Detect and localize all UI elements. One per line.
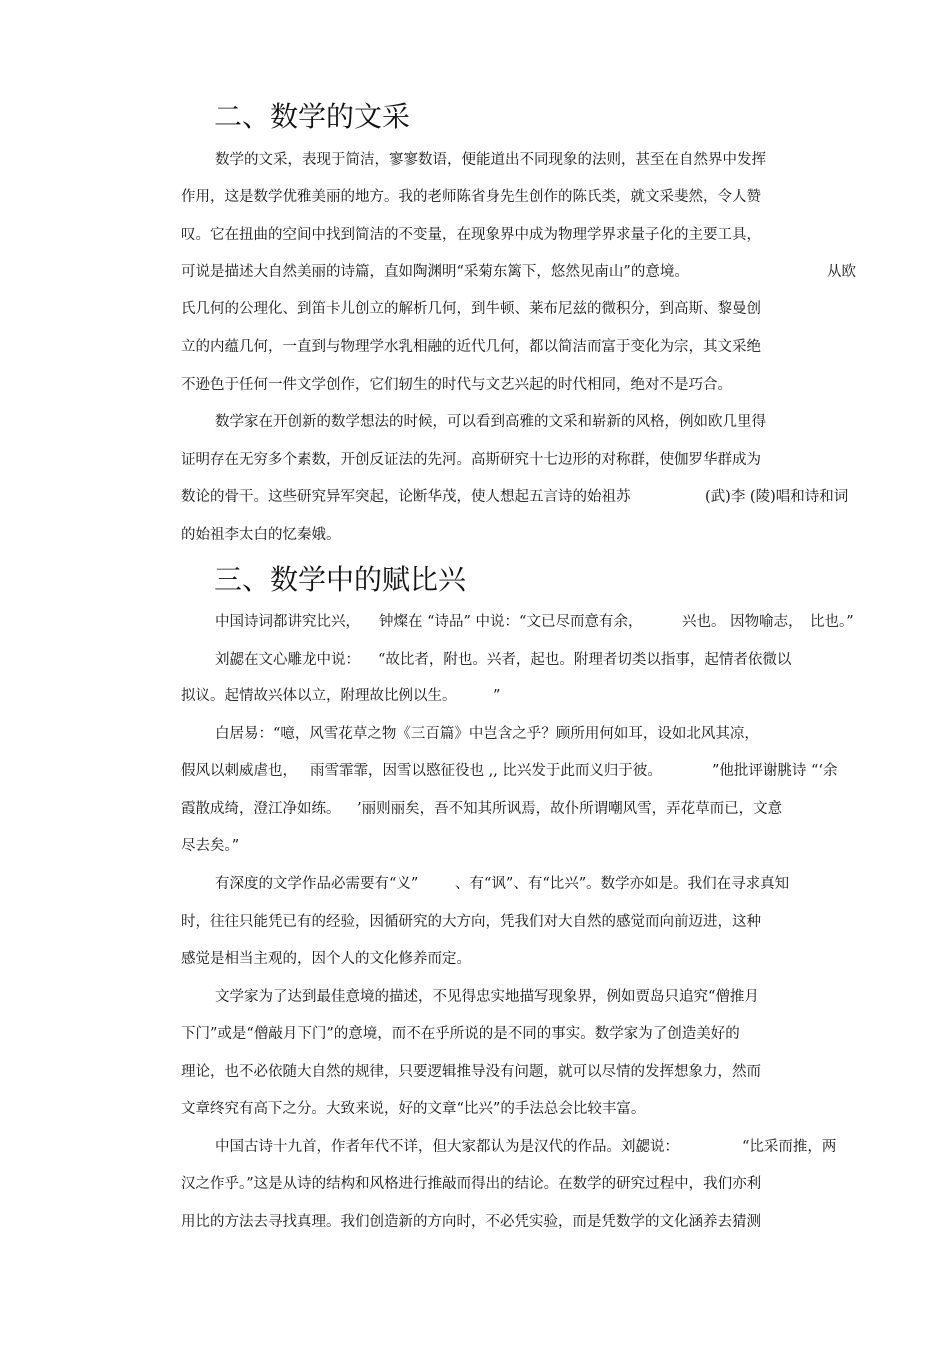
paragraph-line: 立的内蕴几何，一直到与物理学水乳相融的近代几何，都以简洁而富于变化为宗，其文采绝: [181, 339, 761, 355]
paragraph-line: 中国古诗十九首，作者年代不详，但大家都认为是汉代的作品。刘勰说：: [215, 1139, 679, 1155]
paragraph-line: 可说是描述大自然美丽的诗篇，直如陶渊明“采菊东篱下，悠然见南山”的意境。: [181, 264, 689, 280]
paragraph-line: 中国诗词都讲究比兴，: [215, 614, 360, 630]
paragraph-line: 比也。”: [810, 614, 854, 630]
paragraph-line: 有深度的文学作品必需要有“义”: [215, 876, 419, 892]
paragraph-line: 文章终究有高下之分。大致来说，好的文章“比兴”的手法总会比较丰富。: [181, 1101, 646, 1117]
paragraph-line: 兴也。 因物喻志，: [682, 614, 803, 630]
paragraph-line: 汉之作乎。”这是从诗的结构和风格进行推敲而得出的结论。在数学的研究过程中，我们亦利: [181, 1176, 762, 1192]
paragraph-line: 时，往往只能凭已有的经验，因循研究的大方向，凭我们对大自然的感觉而向前迈进，这种: [181, 914, 761, 930]
paragraph-line: ’丽则丽矣，吾不知其所讽焉，故仆所谓嘲风雪，弄花草而已，文意: [357, 801, 783, 817]
paragraph-line: 刘勰在文心雕龙中说：: [215, 652, 360, 668]
section-heading-2: 二、数学的文采: [214, 100, 411, 133]
paragraph-line: 霞散成绮，澄江净如练。: [181, 801, 341, 817]
paragraph-line: 不逊色于任何一件文学创作，它们轫生的时代与文艺兴起的时代相同，绝对不是巧合。: [181, 377, 732, 393]
paragraph-line: 尽去矣。”: [181, 838, 240, 854]
paragraph-line: “故比者，附也。兴者，起也。附理者切类以指事，起情者依微以: [378, 652, 792, 668]
section-heading-3: 三、数学中的赋比兴: [214, 563, 467, 596]
paragraph-line: 数论的骨干。这些研究异军突起，论断华茂，使人想起五言诗的始祖苏: [181, 489, 631, 505]
paragraph-line: 钟燦在 “诗品” 中说：“文已尽而意有余，: [379, 614, 643, 630]
paragraph-line: 感觉是相当主观的，因个人的文化修养而定。: [181, 951, 471, 967]
paragraph-line: “比采而推，两: [742, 1139, 837, 1155]
paragraph-line: 下门”或是“僧敲月下门”的意境，而不在乎所说的是不同的事实。数学家为了创造美好的: [181, 1026, 740, 1042]
paragraph-line: 叹。它在扭曲的空间中找到简洁的不变量，在现象界中成为物理学界求量子化的主要工具，: [181, 227, 761, 243]
paragraph-line: 的始祖李太白的忆秦娥。: [181, 527, 341, 543]
paragraph-line: 理论，也不必依随大自然的规律，只要逻辑推导没有问题，就可以尽情的发挥想象力，然而: [181, 1064, 761, 1080]
paragraph-line: 氏几何的公理化、到笛卡儿创立的解析几何，到牛顿、莱布尼兹的微积分，到高斯、黎曼创: [181, 301, 761, 317]
paragraph-line: 数学家在开创新的数学想法的时候，可以看到高雅的文采和崭新的风格，例如欧几里得: [215, 414, 766, 430]
paragraph-line: 数学的文采，表现于简洁，寥寥数语，便能道出不同现象的法则，甚至在自然界中发挥: [215, 152, 766, 168]
paragraph-line: ”: [493, 688, 501, 704]
paragraph-line: 雨雪霏霏，因雪以愍征役也 ,, 比兴发于此而义归于彼。: [310, 763, 662, 779]
paragraph-line: 证明存在无穷多个素数，开创反证法的先河。高斯研究十七边形的对称群，使伽罗华群成为: [181, 452, 761, 468]
paragraph-line: 用比的方法去寻找真理。我们创造新的方向时，不必凭实验，而是凭数学的文化涵养去猜测: [181, 1214, 761, 1230]
paragraph-line: 、有“讽”、有“比兴”。数学亦如是。我们在寻求真知: [455, 876, 790, 892]
paragraph-line: 从欧: [827, 264, 856, 280]
paragraph-line: 假风以刺威虐也，: [181, 763, 297, 779]
paragraph-line: 白居易：“噫，风雪花草之物《三百篇》中岂含之乎？顾所用何如耳，设如北风其凉，: [215, 726, 759, 742]
paragraph-line: ”他批评谢朓诗 “‘余: [712, 763, 838, 779]
paragraph-line: 作用，这是数学优雅美丽的地方。我的老师陈省身先生创作的陈氏类，就文采斐然，令人赞: [181, 189, 761, 205]
paragraph-line: (武)李 (陵)唱和诗和词: [705, 489, 849, 505]
paragraph-line: 文学家为了达到最佳意境的描述，不见得忠实地描写现象界，例如贾岛只追究“僧推月: [215, 989, 759, 1005]
paragraph-line: 拟议。起情故兴体以立，附理故比例以生。: [181, 688, 457, 704]
